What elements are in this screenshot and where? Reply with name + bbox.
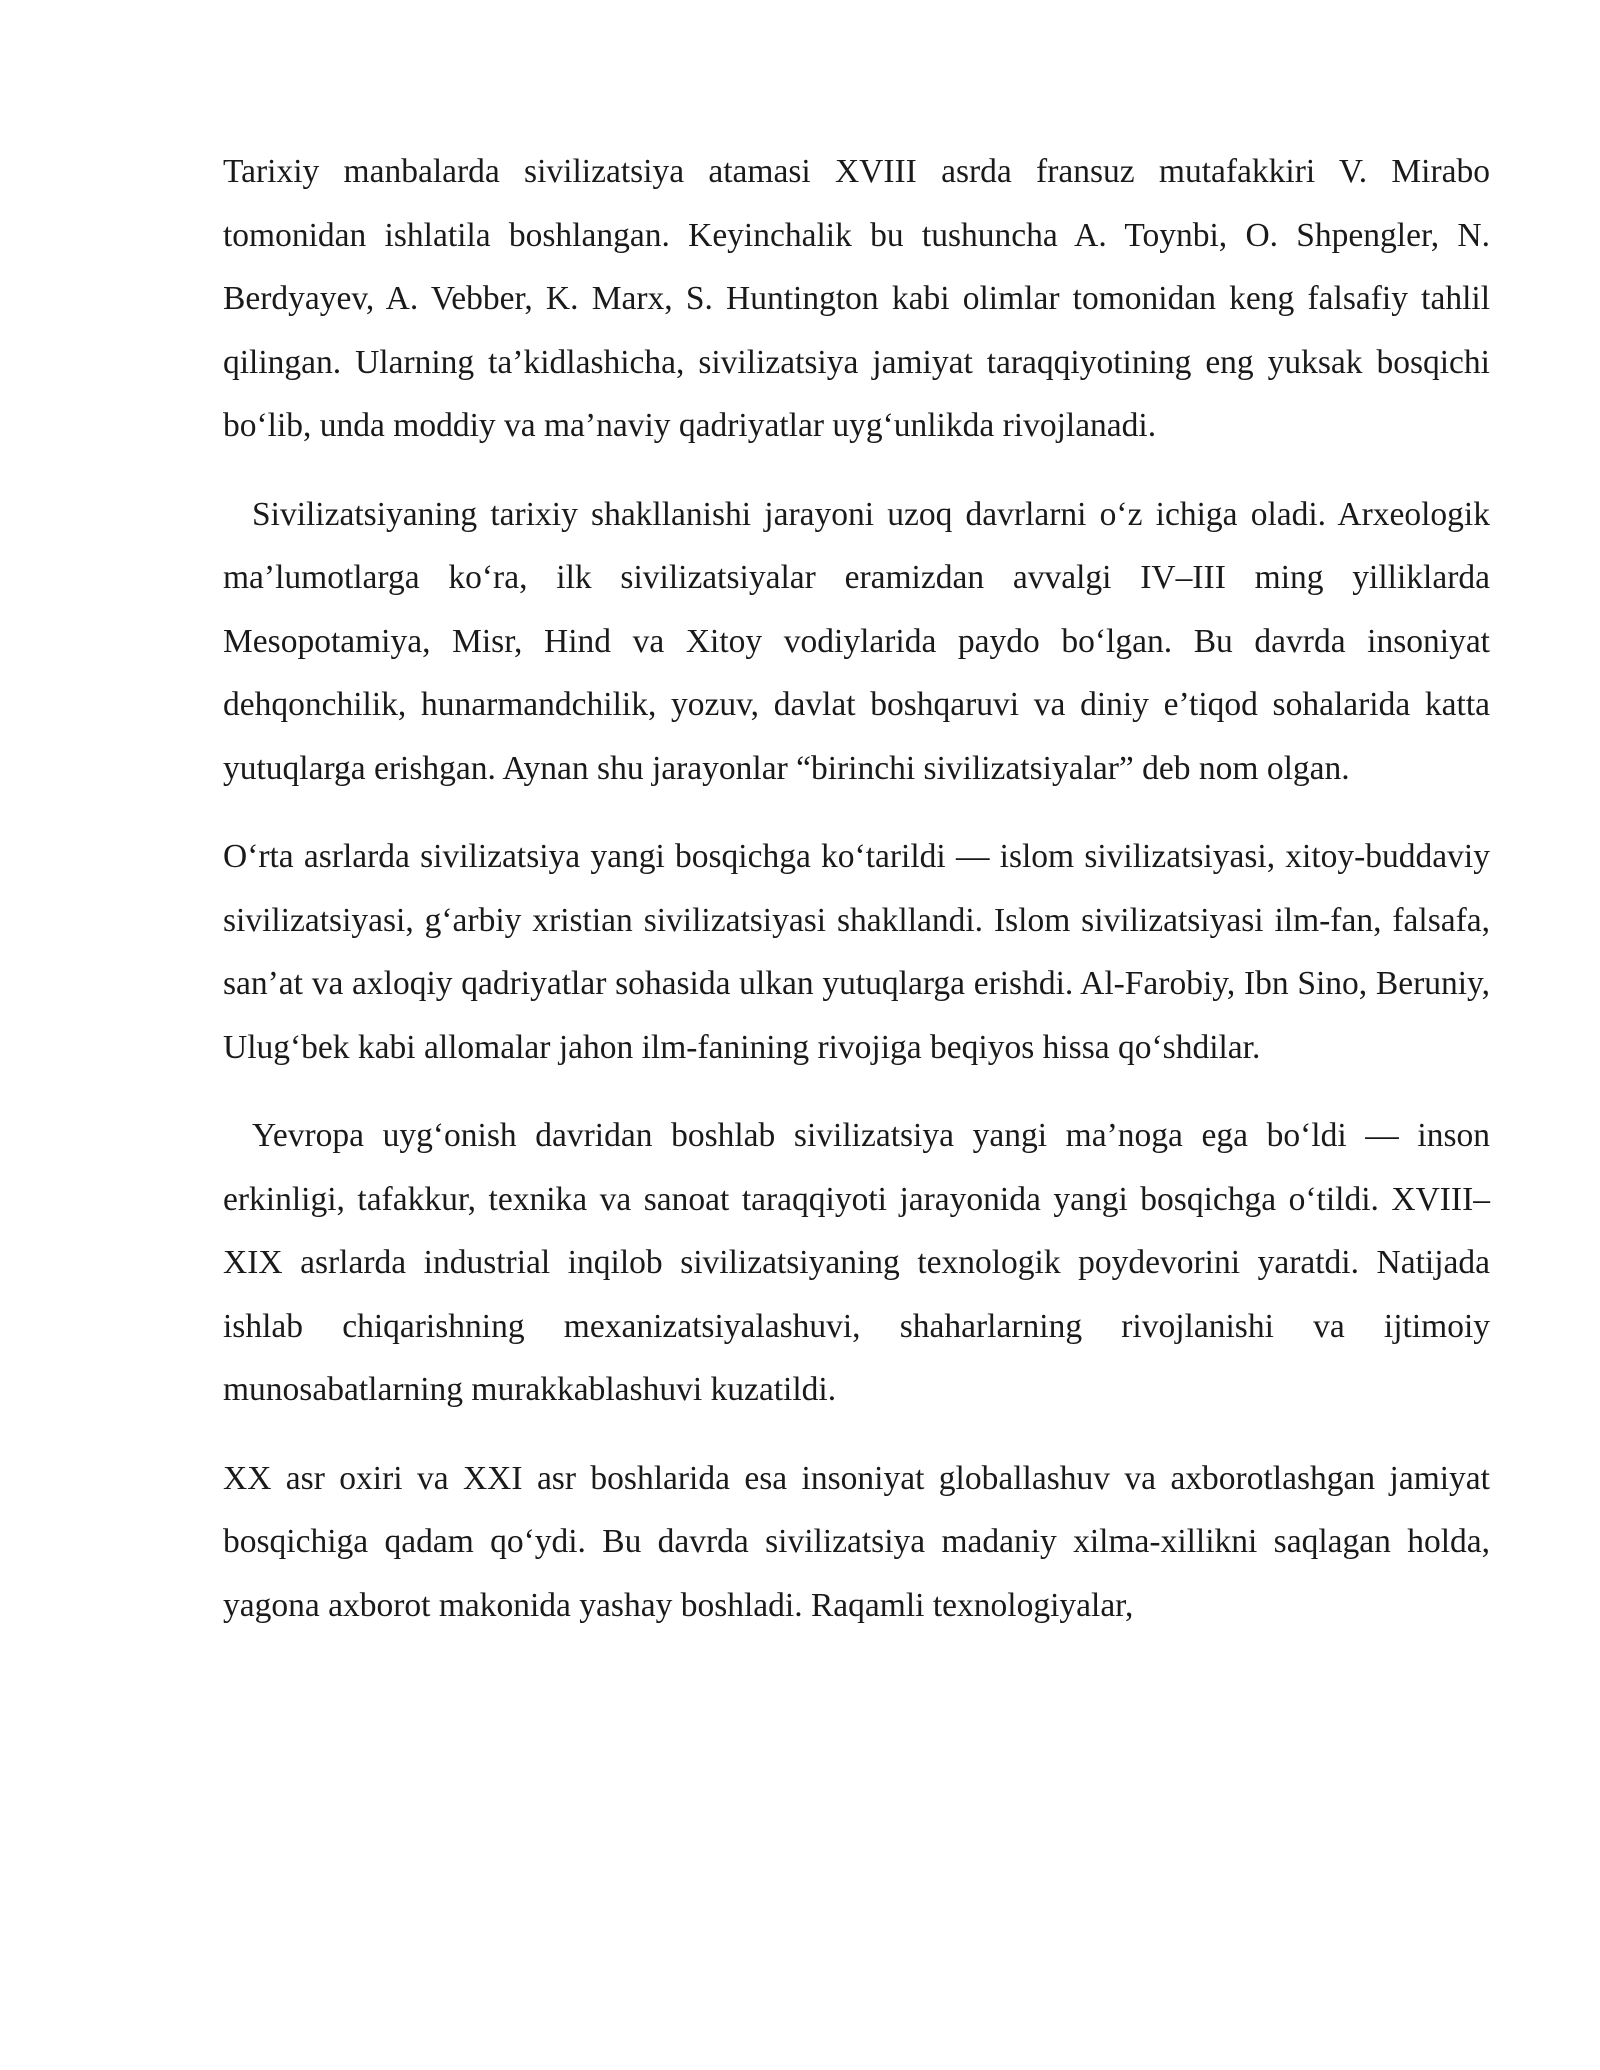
paragraph-2: Sivilizatsiyaning tarixiy shakllanishi jarayoni uzoq davrlarni o‘z ichiga oladi. Arxeologik ma’lumotlarga ko‘ra, ilk sivilizatsiyalar eramizdan avvalgi IV–III ming yilliklarda Mesopotamiya, Misr, Hind va Xitoy vodiylarida paydo bo‘lgan. Bu davrda insoniyat dehqonchilik, hunarmandchilik, yozuv, davlat boshqaruvi va diniy e’tiqod sohalarida katta yutuqlarga erishgan. Aynan shu jarayonlar “birinchi sivilizatsiyalar” deb nom olgan. (223, 495, 1490, 787)
paragraph-3: O‘rta asrlarda sivilizatsiya yangi bosqichga ko‘tarildi — islom sivilizatsiyasi, xitoy-buddaviy sivilizatsiyasi, g‘arbiy xristian sivilizatsiyasi shakllandi. Islom sivilizatsiyasi ilm-fan, falsafa, san’at va axloqiy qadriyatlar sohasida ulkan yutuqlarga erishdi. Al-Farobiy, Ibn Sino, Beruniy, Ulug‘bek kabi allomalar jahon ilm-fanining rivojiga beqiyos hissa qo‘shdilar. (223, 838, 1490, 1066)
paragraph-1: Tarixiy manbalarda sivilizatsiya atamasi XVIII asrda fransuz mutafakkiri V. Mirabo tomonidan ishlatila boshlangan. Keyinchalik bu tushuncha A. Toynbi, O. Shpengler, N. Berdyayev, A. Vebber, K. Marx, S. Huntington kabi olimlar tomonidan keng falsafiy tahlil qilingan. Ularning ta’kidlashicha, sivilizatsiya jamiyat taraqqiyotining eng yuksak bosqichi bo‘lib, unda moddiy va ma’naviy qadriyatlar uyg‘unlikda rivojlanadi. (223, 153, 1490, 444)
paragraph-5: XX asr oxiri va XXI asr boshlarida esa insoniyat globallashuv va axborotlashgan jamiyat bosqichiga qadam qo‘ydi. Bu davrda sivilizatsiya madaniy xilma-xillikni saqlagan holda, yagona axborot makonida yashay boshladi. Raqamli texnologiyalar, (223, 1459, 1490, 1624)
paragraph-4: Yevropa uyg‘onish davridan boshlab sivilizatsiya yangi ma’noga ega bo‘ldi — inson erkinligi, tafakkur, texnika va sanoat taraqqiyoti jarayonida yangi bosqichga o‘tildi. XVIII–XIX asrlarda industrial inqilob sivilizatsiyaning texnologik poydevorini yaratdi. Natijada ishlab chiqarishning mexanizatsiyalashuvi, shaharlarning rivojlanishi va ijtimoiy munosabatlarning murakkablashuvi kuzatildi. (223, 1117, 1490, 1408)
document-body (223, 140, 1490, 1662)
